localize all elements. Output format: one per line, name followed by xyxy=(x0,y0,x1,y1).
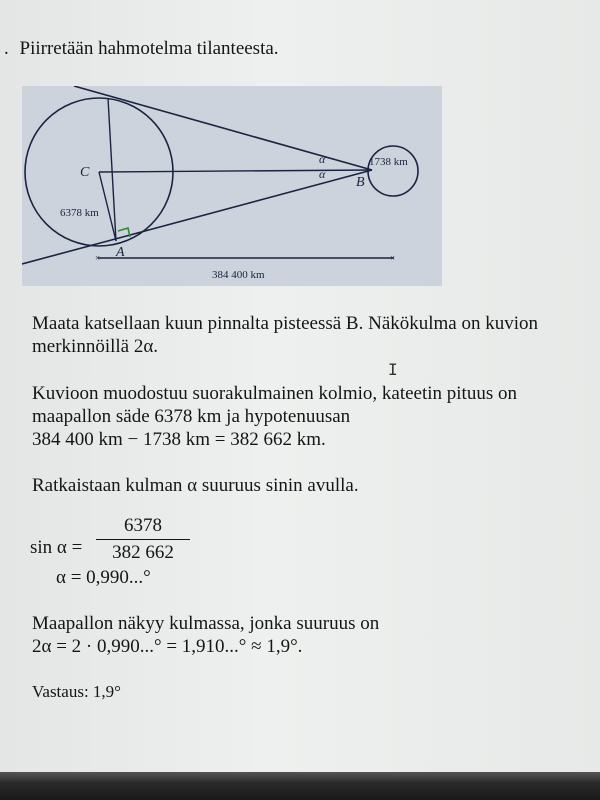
paragraph-line: 384 400 km − 1738 km = 382 662 km. xyxy=(32,429,326,450)
exercise-number: . xyxy=(4,38,9,59)
paragraph-line: Maata katsellaan kuun pinnalta pisteessä B. Näkökulma on kuvion xyxy=(32,313,539,334)
distance-end-mark: × xyxy=(390,253,396,263)
fraction-numerator: 6378 xyxy=(124,515,162,536)
paragraph-line: Kuvioon muodostuu suorakulmainen kolmio, kateetin pituus on xyxy=(32,383,517,404)
paragraph-triangle xyxy=(32,382,517,451)
distance-start-mark: × xyxy=(95,253,101,263)
paragraph-line: 2α = 2 · 0,990...° = 1,910...° ≈ 1,9°. xyxy=(32,636,303,657)
exercise-heading xyxy=(4,38,279,60)
paragraph-conclusion xyxy=(32,612,379,658)
formula-lhs: sin α = xyxy=(30,537,83,558)
paragraph-line: maapallon säde 6378 km ja hypotenuusan xyxy=(32,406,351,427)
diagram-background xyxy=(22,86,442,286)
paragraph-line: merkinnöillä 2α. xyxy=(32,336,159,357)
distance-label: 384 400 km xyxy=(212,269,265,281)
paragraph-line: Maapallon näkyy kulmassa, jonka suuruus on xyxy=(32,613,380,634)
moon-radius-label: 1738 km xyxy=(369,156,408,168)
screen-bezel xyxy=(0,772,600,800)
label-C: C xyxy=(80,165,90,180)
paragraph-solve: Ratkaistaan kulman α suuruus sinin avulla. xyxy=(32,475,359,496)
earth-moon-diagram xyxy=(22,86,442,286)
text-cursor-icon: I xyxy=(388,360,398,379)
paragraph-viewpoint xyxy=(32,312,538,358)
label-B: B xyxy=(356,175,365,190)
formula-fraction xyxy=(88,515,198,564)
label-A: A xyxy=(116,245,125,260)
exercise-heading-text: Piirretään hahmotelma tilanteesta. xyxy=(19,38,279,59)
answer-text: Vastaus: 1,9° xyxy=(32,682,121,701)
alpha-top-label: α xyxy=(319,152,326,166)
alpha-bottom-label: α xyxy=(319,167,326,181)
formula-result: α = 0,990...° xyxy=(56,567,151,588)
fraction-denominator: 382 662 xyxy=(112,542,174,563)
earth-radius-label: 6378 km xyxy=(60,207,99,219)
